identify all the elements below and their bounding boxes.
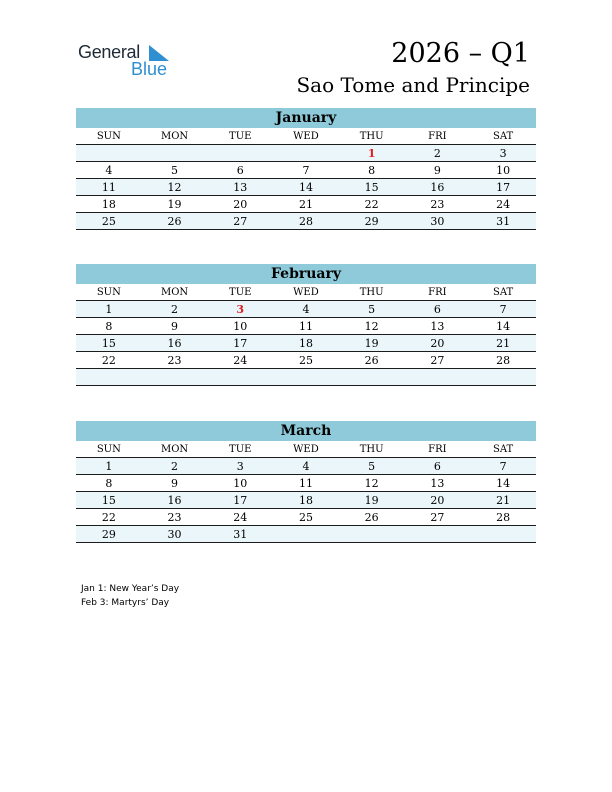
- holiday-day-cell: 3: [207, 301, 273, 318]
- day-cell: 19: [142, 196, 208, 213]
- day-cell: 19: [339, 335, 405, 352]
- day-cell: 24: [207, 352, 273, 369]
- week-row: [76, 509, 536, 526]
- day-cell: 1: [76, 458, 142, 475]
- day-cell: 1: [76, 301, 142, 318]
- day-cell: 26: [339, 509, 405, 526]
- day-cell: 7: [470, 301, 536, 318]
- day-cell: 7: [273, 162, 339, 179]
- weekday-label: SUN: [76, 441, 142, 458]
- week-row: [76, 352, 536, 369]
- day-cell: 4: [273, 458, 339, 475]
- day-cell: 25: [76, 213, 142, 230]
- month-march: [76, 421, 536, 543]
- day-cell: 9: [142, 318, 208, 335]
- day-cell: [470, 369, 536, 386]
- day-cell: 15: [76, 492, 142, 509]
- day-cell: 21: [273, 196, 339, 213]
- day-cell: 3: [207, 458, 273, 475]
- day-cell: 28: [273, 213, 339, 230]
- day-cell: 2: [142, 458, 208, 475]
- day-cell: 16: [405, 179, 471, 196]
- day-cell: [142, 369, 208, 386]
- day-cell: [273, 526, 339, 543]
- month-header: February: [76, 264, 536, 284]
- month-header: March: [76, 421, 536, 441]
- weekday-header-row: [76, 284, 536, 301]
- day-cell: 10: [470, 162, 536, 179]
- weekday-label: WED: [273, 128, 339, 145]
- day-cell: 23: [405, 196, 471, 213]
- weekday-label: MON: [142, 284, 208, 301]
- day-cell: 10: [207, 318, 273, 335]
- week-row: [76, 335, 536, 352]
- logo-word-general: General: [78, 42, 140, 62]
- day-cell: 6: [405, 301, 471, 318]
- day-cell: 27: [207, 213, 273, 230]
- day-cell: 20: [405, 492, 471, 509]
- weekday-label: WED: [273, 441, 339, 458]
- day-cell: 14: [273, 179, 339, 196]
- day-cell: 27: [405, 509, 471, 526]
- holiday-day-cell: 1: [339, 145, 405, 162]
- day-cell: [207, 369, 273, 386]
- day-cell: 14: [470, 475, 536, 492]
- day-cell: 29: [339, 213, 405, 230]
- day-cell: 11: [273, 318, 339, 335]
- day-cell: 8: [339, 162, 405, 179]
- day-cell: 18: [273, 492, 339, 509]
- weekday-label: SAT: [470, 128, 536, 145]
- month-february: [76, 264, 536, 386]
- day-cell: 5: [142, 162, 208, 179]
- day-cell: [339, 369, 405, 386]
- weekday-label: THU: [339, 441, 405, 458]
- weekday-label: SAT: [470, 441, 536, 458]
- day-cell: 13: [405, 475, 471, 492]
- day-cell: 23: [142, 509, 208, 526]
- day-cell: [142, 145, 208, 162]
- day-cell: [405, 526, 471, 543]
- week-row: [76, 458, 536, 475]
- weekday-label: SAT: [470, 284, 536, 301]
- day-cell: 28: [470, 509, 536, 526]
- day-cell: 25: [273, 352, 339, 369]
- day-cell: 13: [405, 318, 471, 335]
- day-cell: 28: [470, 352, 536, 369]
- day-cell: 21: [470, 492, 536, 509]
- day-cell: 12: [339, 475, 405, 492]
- month-grid: [76, 284, 536, 386]
- day-cell: 16: [142, 335, 208, 352]
- day-cell: [273, 145, 339, 162]
- day-cell: 19: [339, 492, 405, 509]
- generalblue-logo: [78, 40, 178, 80]
- day-cell: 12: [339, 318, 405, 335]
- day-cell: 23: [142, 352, 208, 369]
- day-cell: [207, 145, 273, 162]
- holiday-notes: [81, 582, 179, 610]
- month-header: January: [76, 108, 536, 128]
- day-cell: 31: [207, 526, 273, 543]
- month-january: [76, 108, 536, 230]
- week-row: [76, 301, 536, 318]
- day-cell: 7: [470, 458, 536, 475]
- day-cell: 6: [405, 458, 471, 475]
- day-cell: 18: [273, 335, 339, 352]
- day-cell: 4: [273, 301, 339, 318]
- day-cell: 8: [76, 318, 142, 335]
- week-row: [76, 369, 536, 386]
- day-cell: 14: [470, 318, 536, 335]
- weekday-label: FRI: [405, 128, 471, 145]
- day-cell: 3: [470, 145, 536, 162]
- day-cell: 22: [76, 509, 142, 526]
- day-cell: 9: [142, 475, 208, 492]
- day-cell: 6: [207, 162, 273, 179]
- day-cell: 21: [470, 335, 536, 352]
- day-cell: [470, 526, 536, 543]
- weekday-label: THU: [339, 284, 405, 301]
- day-cell: 24: [470, 196, 536, 213]
- day-cell: 30: [405, 213, 471, 230]
- day-cell: 11: [273, 475, 339, 492]
- week-row: [76, 162, 536, 179]
- weekday-label: WED: [273, 284, 339, 301]
- day-cell: [405, 369, 471, 386]
- day-cell: 26: [339, 352, 405, 369]
- month-grid: [76, 128, 536, 230]
- weekday-label: FRI: [405, 441, 471, 458]
- day-cell: 5: [339, 301, 405, 318]
- month-grid: [76, 441, 536, 543]
- day-cell: 17: [207, 335, 273, 352]
- day-cell: 4: [76, 162, 142, 179]
- weekday-label: TUE: [207, 128, 273, 145]
- weekday-header-row: [76, 128, 536, 145]
- day-cell: 22: [76, 352, 142, 369]
- day-cell: 2: [405, 145, 471, 162]
- day-cell: 15: [339, 179, 405, 196]
- day-cell: 26: [142, 213, 208, 230]
- holiday-note: Feb 3: Martyrs’ Day: [81, 598, 170, 608]
- day-cell: [339, 526, 405, 543]
- weekday-label: FRI: [405, 284, 471, 301]
- day-cell: 27: [405, 352, 471, 369]
- day-cell: 22: [339, 196, 405, 213]
- day-cell: 8: [76, 475, 142, 492]
- weekday-label: THU: [339, 128, 405, 145]
- day-cell: 9: [405, 162, 471, 179]
- country-name: Sao Tome and Principe: [296, 73, 530, 97]
- weekday-header-row: [76, 441, 536, 458]
- week-row: [76, 145, 536, 162]
- day-cell: 30: [142, 526, 208, 543]
- holiday-note: Jan 1: New Year’s Day: [81, 584, 180, 594]
- day-cell: 2: [142, 301, 208, 318]
- week-row: [76, 213, 536, 230]
- day-cell: 11: [76, 179, 142, 196]
- day-cell: 18: [76, 196, 142, 213]
- weekday-label: SUN: [76, 284, 142, 301]
- weekday-label: MON: [142, 441, 208, 458]
- week-row: [76, 318, 536, 335]
- day-cell: [273, 369, 339, 386]
- week-row: [76, 179, 536, 196]
- day-cell: 25: [273, 509, 339, 526]
- weekday-label: MON: [142, 128, 208, 145]
- day-cell: [76, 145, 142, 162]
- day-cell: 5: [339, 458, 405, 475]
- weekday-label: TUE: [207, 441, 273, 458]
- logo-word-blue: Blue: [131, 59, 168, 79]
- day-cell: 13: [207, 179, 273, 196]
- day-cell: 17: [470, 179, 536, 196]
- week-row: [76, 475, 536, 492]
- day-cell: [76, 369, 142, 386]
- day-cell: 16: [142, 492, 208, 509]
- weekday-label: SUN: [76, 128, 142, 145]
- day-cell: 20: [405, 335, 471, 352]
- day-cell: 12: [142, 179, 208, 196]
- day-cell: 20: [207, 196, 273, 213]
- day-cell: 29: [76, 526, 142, 543]
- page-title: 2026 – Q1: [391, 38, 530, 69]
- weekday-label: TUE: [207, 284, 273, 301]
- day-cell: 31: [470, 213, 536, 230]
- week-row: [76, 196, 536, 213]
- week-row: [76, 526, 536, 543]
- day-cell: 10: [207, 475, 273, 492]
- day-cell: 17: [207, 492, 273, 509]
- week-row: [76, 492, 536, 509]
- day-cell: 24: [207, 509, 273, 526]
- day-cell: 15: [76, 335, 142, 352]
